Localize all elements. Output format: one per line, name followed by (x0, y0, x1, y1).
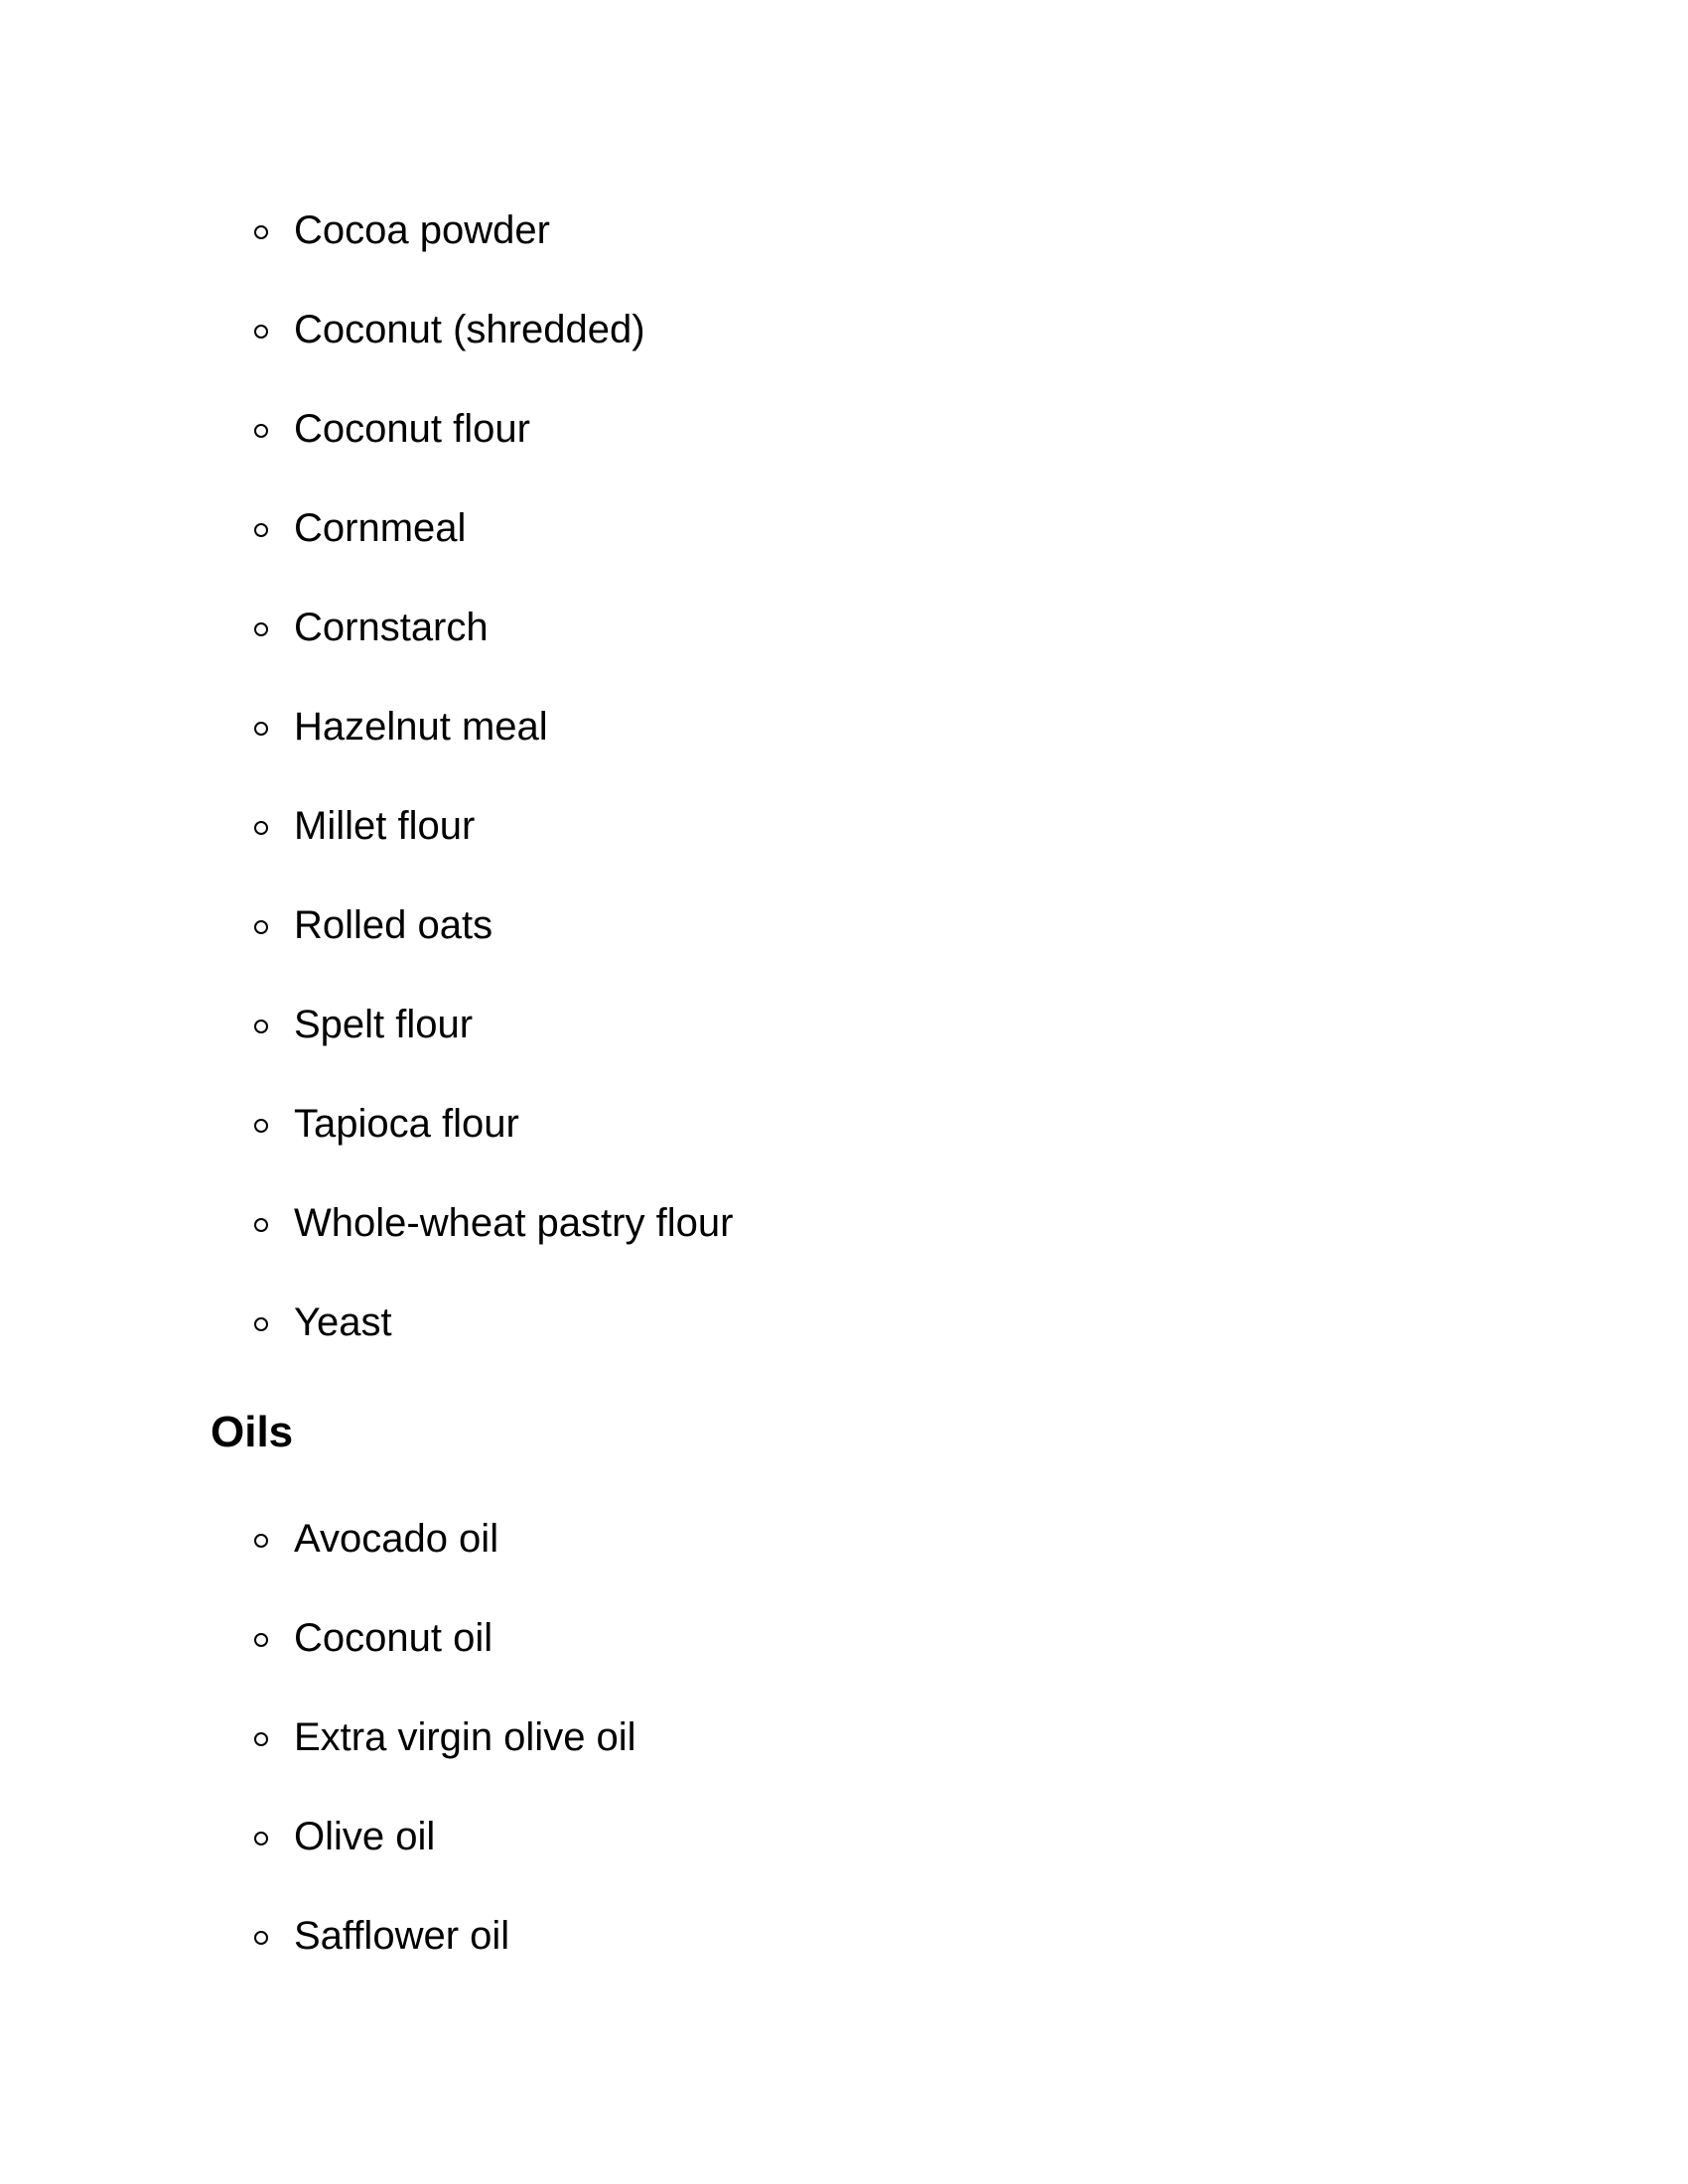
circle-bullet-icon (254, 920, 268, 934)
list-item (0, 1787, 1688, 1886)
circle-bullet-icon (254, 1732, 268, 1746)
list-item-text: Olive oil (294, 1815, 436, 1858)
list-item-text: Safflower oil (294, 1914, 510, 1958)
list-item-text: Cocoa powder (294, 208, 550, 252)
list-item (0, 1588, 1688, 1688)
circle-bullet-icon (254, 1931, 268, 1945)
list-item-text: Spelt flour (294, 1003, 474, 1046)
list-item-text: Millet flour (294, 804, 476, 848)
circle-bullet-icon (254, 622, 268, 636)
circle-bullet-icon (254, 1633, 268, 1647)
list-item (0, 578, 1688, 677)
circle-bullet-icon (254, 225, 268, 239)
circle-bullet-icon (254, 821, 268, 835)
list-item (0, 379, 1688, 478)
circle-bullet-icon (254, 325, 268, 339)
baking-ingredients-list (0, 181, 1688, 1372)
list-item-text: Hazelnut meal (294, 705, 548, 749)
list-item (0, 876, 1688, 975)
list-item-text: Tapioca flour (294, 1102, 519, 1146)
circle-bullet-icon (254, 1119, 268, 1133)
list-item (0, 1173, 1688, 1273)
circle-bullet-icon (254, 1534, 268, 1548)
list-item (0, 181, 1688, 280)
circle-bullet-icon (254, 1020, 268, 1033)
circle-bullet-icon (254, 1832, 268, 1845)
list-item (0, 677, 1688, 776)
list-item-text: Yeast (294, 1300, 392, 1344)
list-item-text: Coconut (shredded) (294, 308, 645, 351)
list-item-text: Rolled oats (294, 903, 493, 947)
list-item-text: Coconut flour (294, 407, 530, 451)
list-item-text: Avocado oil (294, 1517, 499, 1561)
list-item (0, 1273, 1688, 1372)
list-item-text: Cornmeal (294, 506, 467, 550)
list-item-text: Extra virgin olive oil (294, 1715, 636, 1759)
list-item (0, 776, 1688, 876)
circle-bullet-icon (254, 1317, 268, 1331)
list-item-text: Cornstarch (294, 606, 489, 649)
list-item (0, 280, 1688, 379)
oils-list (0, 1489, 1688, 1985)
circle-bullet-icon (254, 424, 268, 438)
list-item-text: Coconut oil (294, 1616, 493, 1660)
oils-heading: Oils (211, 1408, 294, 1456)
circle-bullet-icon (254, 722, 268, 736)
list-item (0, 1688, 1688, 1787)
circle-bullet-icon (254, 523, 268, 537)
list-item (0, 1074, 1688, 1173)
list-item (0, 1886, 1688, 1985)
list-item (0, 1489, 1688, 1588)
list-item-text: Whole-wheat pastry flour (294, 1201, 734, 1245)
circle-bullet-icon (254, 1218, 268, 1232)
list-item (0, 478, 1688, 578)
list-item (0, 975, 1688, 1074)
